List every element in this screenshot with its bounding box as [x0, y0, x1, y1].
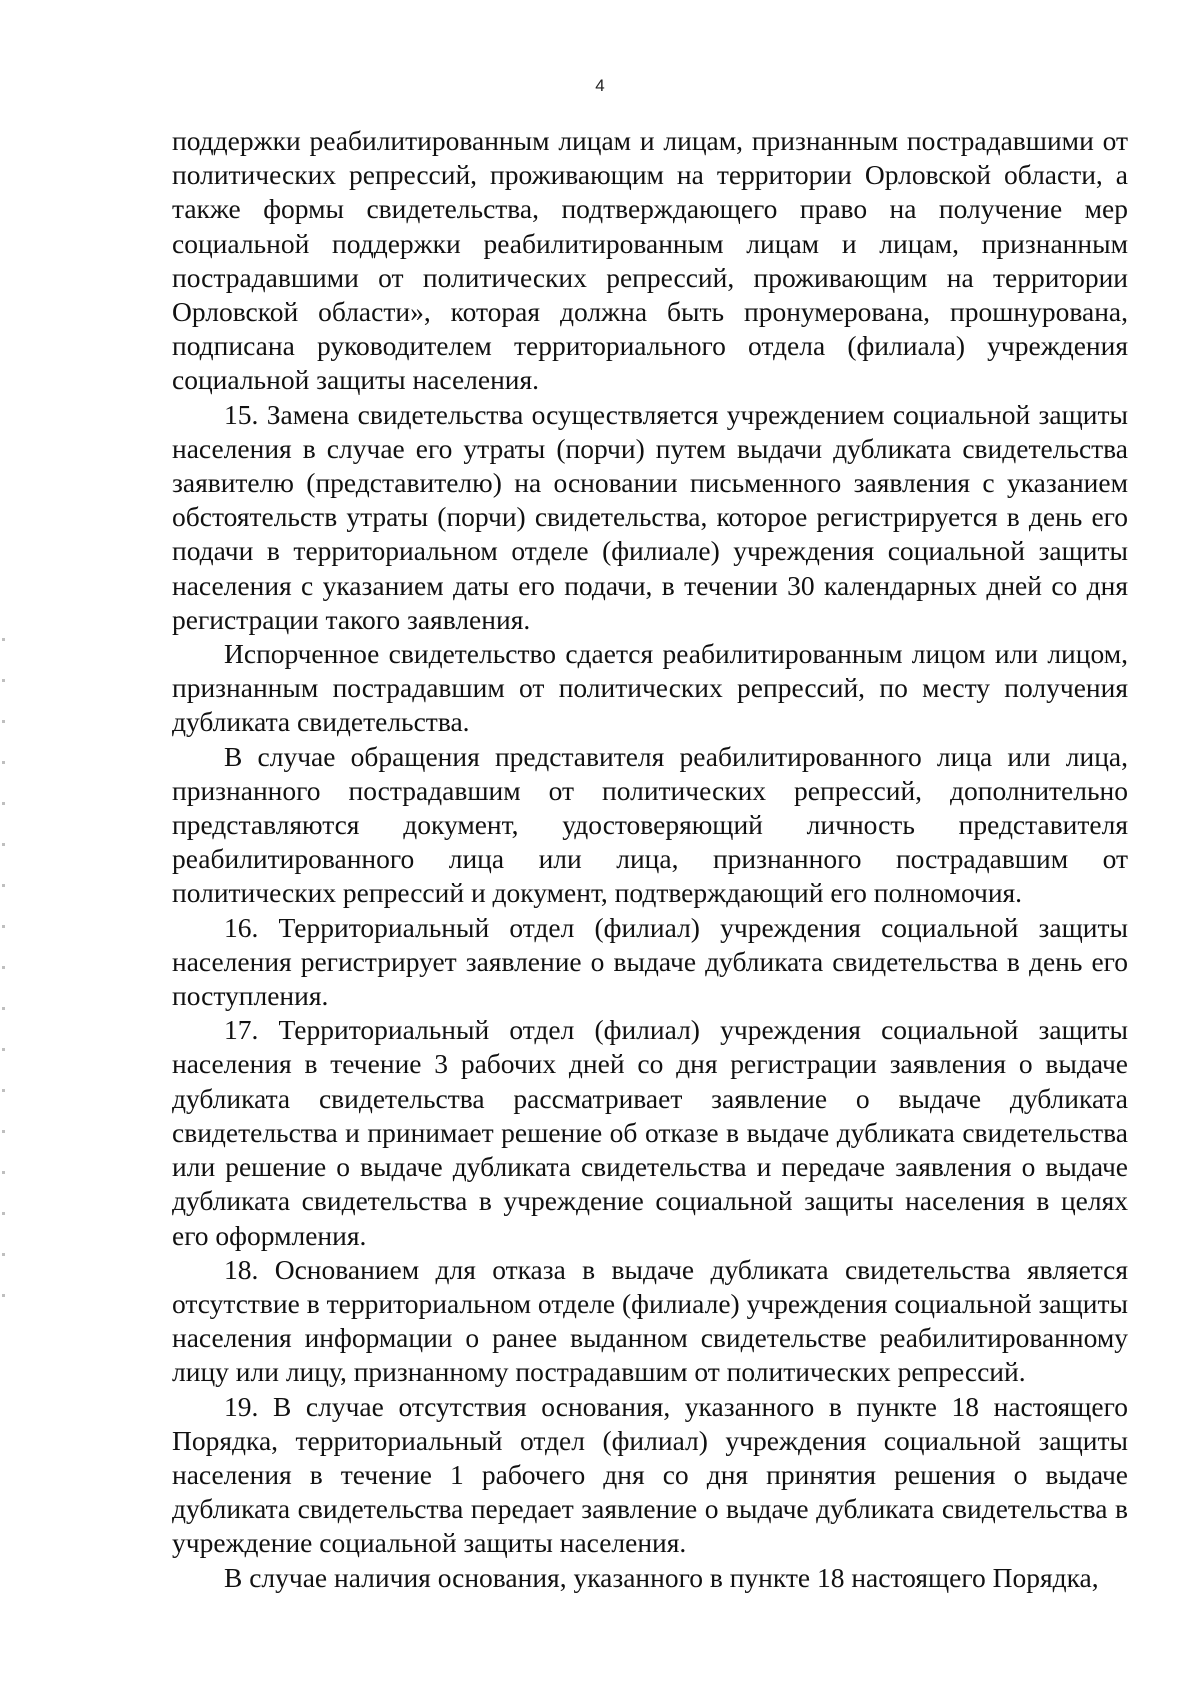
paragraph-item-15: 15. Замена свидетельства осуществляется учреждением социальной защиты населения в случае его утраты (порчи) путем выдачи дубликата свидетельства заявителю (представителю) на основании письменного заявления с указанием обстоятельств утраты (порчи) свидетельства, которое регистрируется в день его подачи в территориальном отделе (филиале) учреждения социальной защиты населения с указанием даты его подачи, в течении 30 календарных дней со дня регистрации такого заявления.	[172, 398, 1128, 635]
paragraph-final-partial: В случае наличия основания, указанного в пункте 18 настоящего Порядка,	[224, 1561, 1099, 1593]
paragraph-item-17: 17. Территориальный отдел (филиал) учреждения социальной защиты населения в течение 3 рабочих дней со дня регистрации заявления о выдаче дубликата свидетельства рассматривает заявление о выдаче дубликата свидетельства и принимает решение об отказе в выдаче дубликата свидетельства или решение о выдаче дубликата свидетельства и передаче заявления о выдаче дубликата свидетельства в учреждение социальной защиты населения в целях его оформления.	[172, 1014, 1128, 1251]
paragraph-damaged-certificate: Испорченное свидетельство сдается реабилитированным лицом или лицом, признанным пострадавшим от политических репрессий, по месту получения дубликата свидетельства.	[172, 638, 1128, 738]
scan-edge-marks	[2, 600, 5, 1300]
paragraph-item-19: 19. В случае отсутствия основания, указанного в пункте 18 настоящего Порядка, территориальный отдел (филиал) учреждения социальной защиты населения в течение 1 рабочего дня со дня принятия решения о выдаче дубликата свидетельства передает заявление о выдаче дубликата свидетельства в учреждение социальной защиты населения.	[172, 1390, 1128, 1559]
document-body	[172, 124, 1128, 1595]
paragraph-item-18: 18. Основанием для отказа в выдаче дубликата свидетельства является отсутствие в территориальном отделе (филиале) учреждения социальной защиты населения информации о ранее выданном свидетельстве реабилитированному лицу или лицу, признанному пострадавшим от политических репрессий.	[172, 1253, 1128, 1388]
paragraph-continuation: поддержки реабилитированным лицам и лицам, признанным пострадавшими от политических репрессий, проживающим на территории Орловской области, а также формы свидетельства, подтверждающего право на получение мер социальной поддержки реабилитированным лицам и лицам, признанным пострадавшими от политических репрессий, проживающим на территории Орловской области», которая должна быть пронумерована, прошнурована, подписана руководителем территориального отдела (филиала) учреждения социальной защиты населения.	[172, 125, 1128, 396]
paragraph-representative: В случае обращения представителя реабилитированного лица или лица, признанного пострадавшим от политических репрессий, дополнительно представляются документ, удостоверяющий личность представителя реабилитированного лица или лица, признанного пострадавшим от политических репрессий и документ, подтверждающий его полномочия.	[172, 740, 1128, 909]
paragraph-item-16: 16. Территориальный отдел (филиал) учреждения социальной защиты населения регистрирует заявление о выдаче дубликата свидетельства в день его поступления.	[172, 911, 1128, 1012]
page-number: 4	[595, 76, 605, 95]
